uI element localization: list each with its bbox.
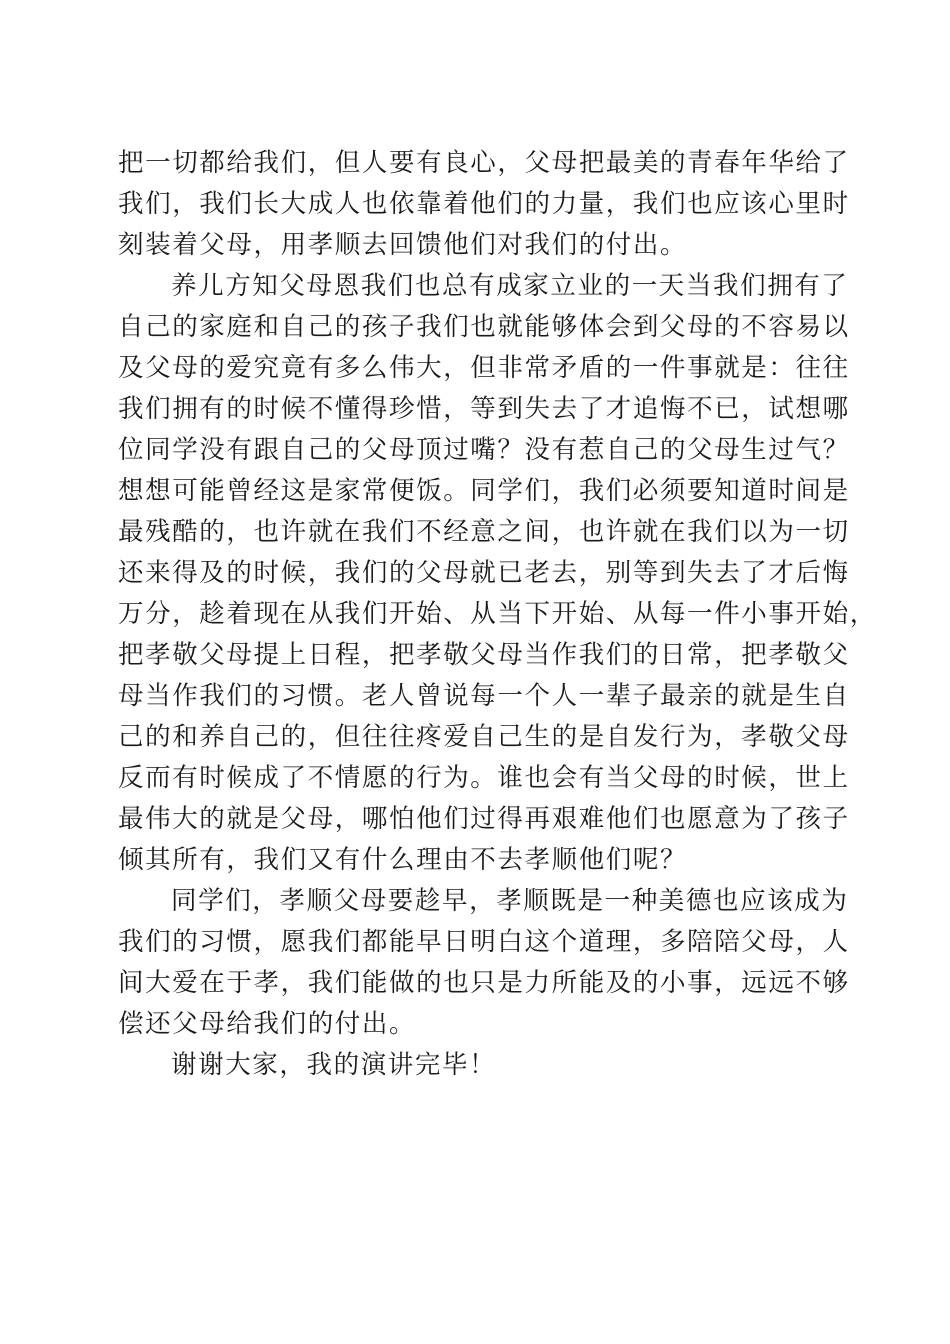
paragraph-line: 刻装着父母，用孝顺去回馈他们对我们的付出。 [118,230,688,260]
paragraph-line: 最伟大的就是父母，哪怕他们过得再艰难他们也愿意为了孩子 [118,804,850,834]
paragraph-line: 己的和养自己的，但往往疼爱自己生的是自发行为，孝敬父母 [118,722,850,752]
paragraph-line: 倾其所有，我们又有什么理由不去孝顺他们呢？ [118,845,688,875]
paragraph-line: 养儿方知父母恩我们也总有成家立业的一天当我们拥有了 [171,271,849,301]
paragraph-2 [118,266,877,881]
paragraph-line: 还来得及的时候，我们的父母就已老去，别等到失去了才后悔 [118,558,850,588]
paragraph-4 [118,1045,832,1086]
paragraph-line: 把一切都给我们，但人要有良心，父母把最美的青春年华给了 [118,148,850,178]
paragraph-line: 我们，我们长大成人也依靠着他们的力量，我们也应该心里时 [118,189,850,219]
paragraph-line: 位同学没有跟自己的父母顶过嘴？没有惹自己的父母生过气？ [118,435,850,465]
paragraph-line: 我们的习惯，愿我们都能早日明白这个道理，多陪陪父母，人 [118,927,850,957]
paragraph-line: 及父母的爱究竟有多么伟大，但非常矛盾的一件事就是：往往 [118,353,850,383]
paragraph-line: 偿还父母给我们的付出。 [118,1009,417,1039]
paragraph-line: 间大爱在于孝，我们能做的也只是力所能及的小事，远远不够 [118,968,850,998]
speech-body [118,143,877,1086]
paragraph-1 [118,143,850,266]
paragraph-line: 反而有时候成了不情愿的行为。谁也会有当父母的时候，世上 [118,763,850,793]
paragraph-line: 母当作我们的习惯。老人曾说每一个人一辈子最亲的就是生自 [118,681,850,711]
paragraph-3 [118,881,850,1045]
paragraph-line: 把孝敬父母提上日程，把孝敬父母当作我们的日常，把孝敬父 [118,640,850,670]
paragraph-line: 想想可能曾经这是家常便饭。同学们，我们必须要知道时间是 [118,476,850,506]
paragraph-line: 万分，趁着现在从我们开始、从当下开始、从每一件小事开始， [118,599,877,629]
paragraph-line: 自己的家庭和自己的孩子我们也就能够体会到父母的不容易以 [118,312,850,342]
paragraph-line: 最残酷的，也许就在我们不经意之间，也许就在我们以为一切 [118,517,850,547]
paragraph-line: 同学们，孝顺父母要趁早，孝顺既是一种美德也应该成为 [171,886,849,916]
closing-line: 谢谢大家，我的演讲完毕！ [171,1050,497,1080]
paragraph-line: 我们拥有的时候不懂得珍惜，等到失去了才追悔不已，试想哪 [118,394,850,424]
